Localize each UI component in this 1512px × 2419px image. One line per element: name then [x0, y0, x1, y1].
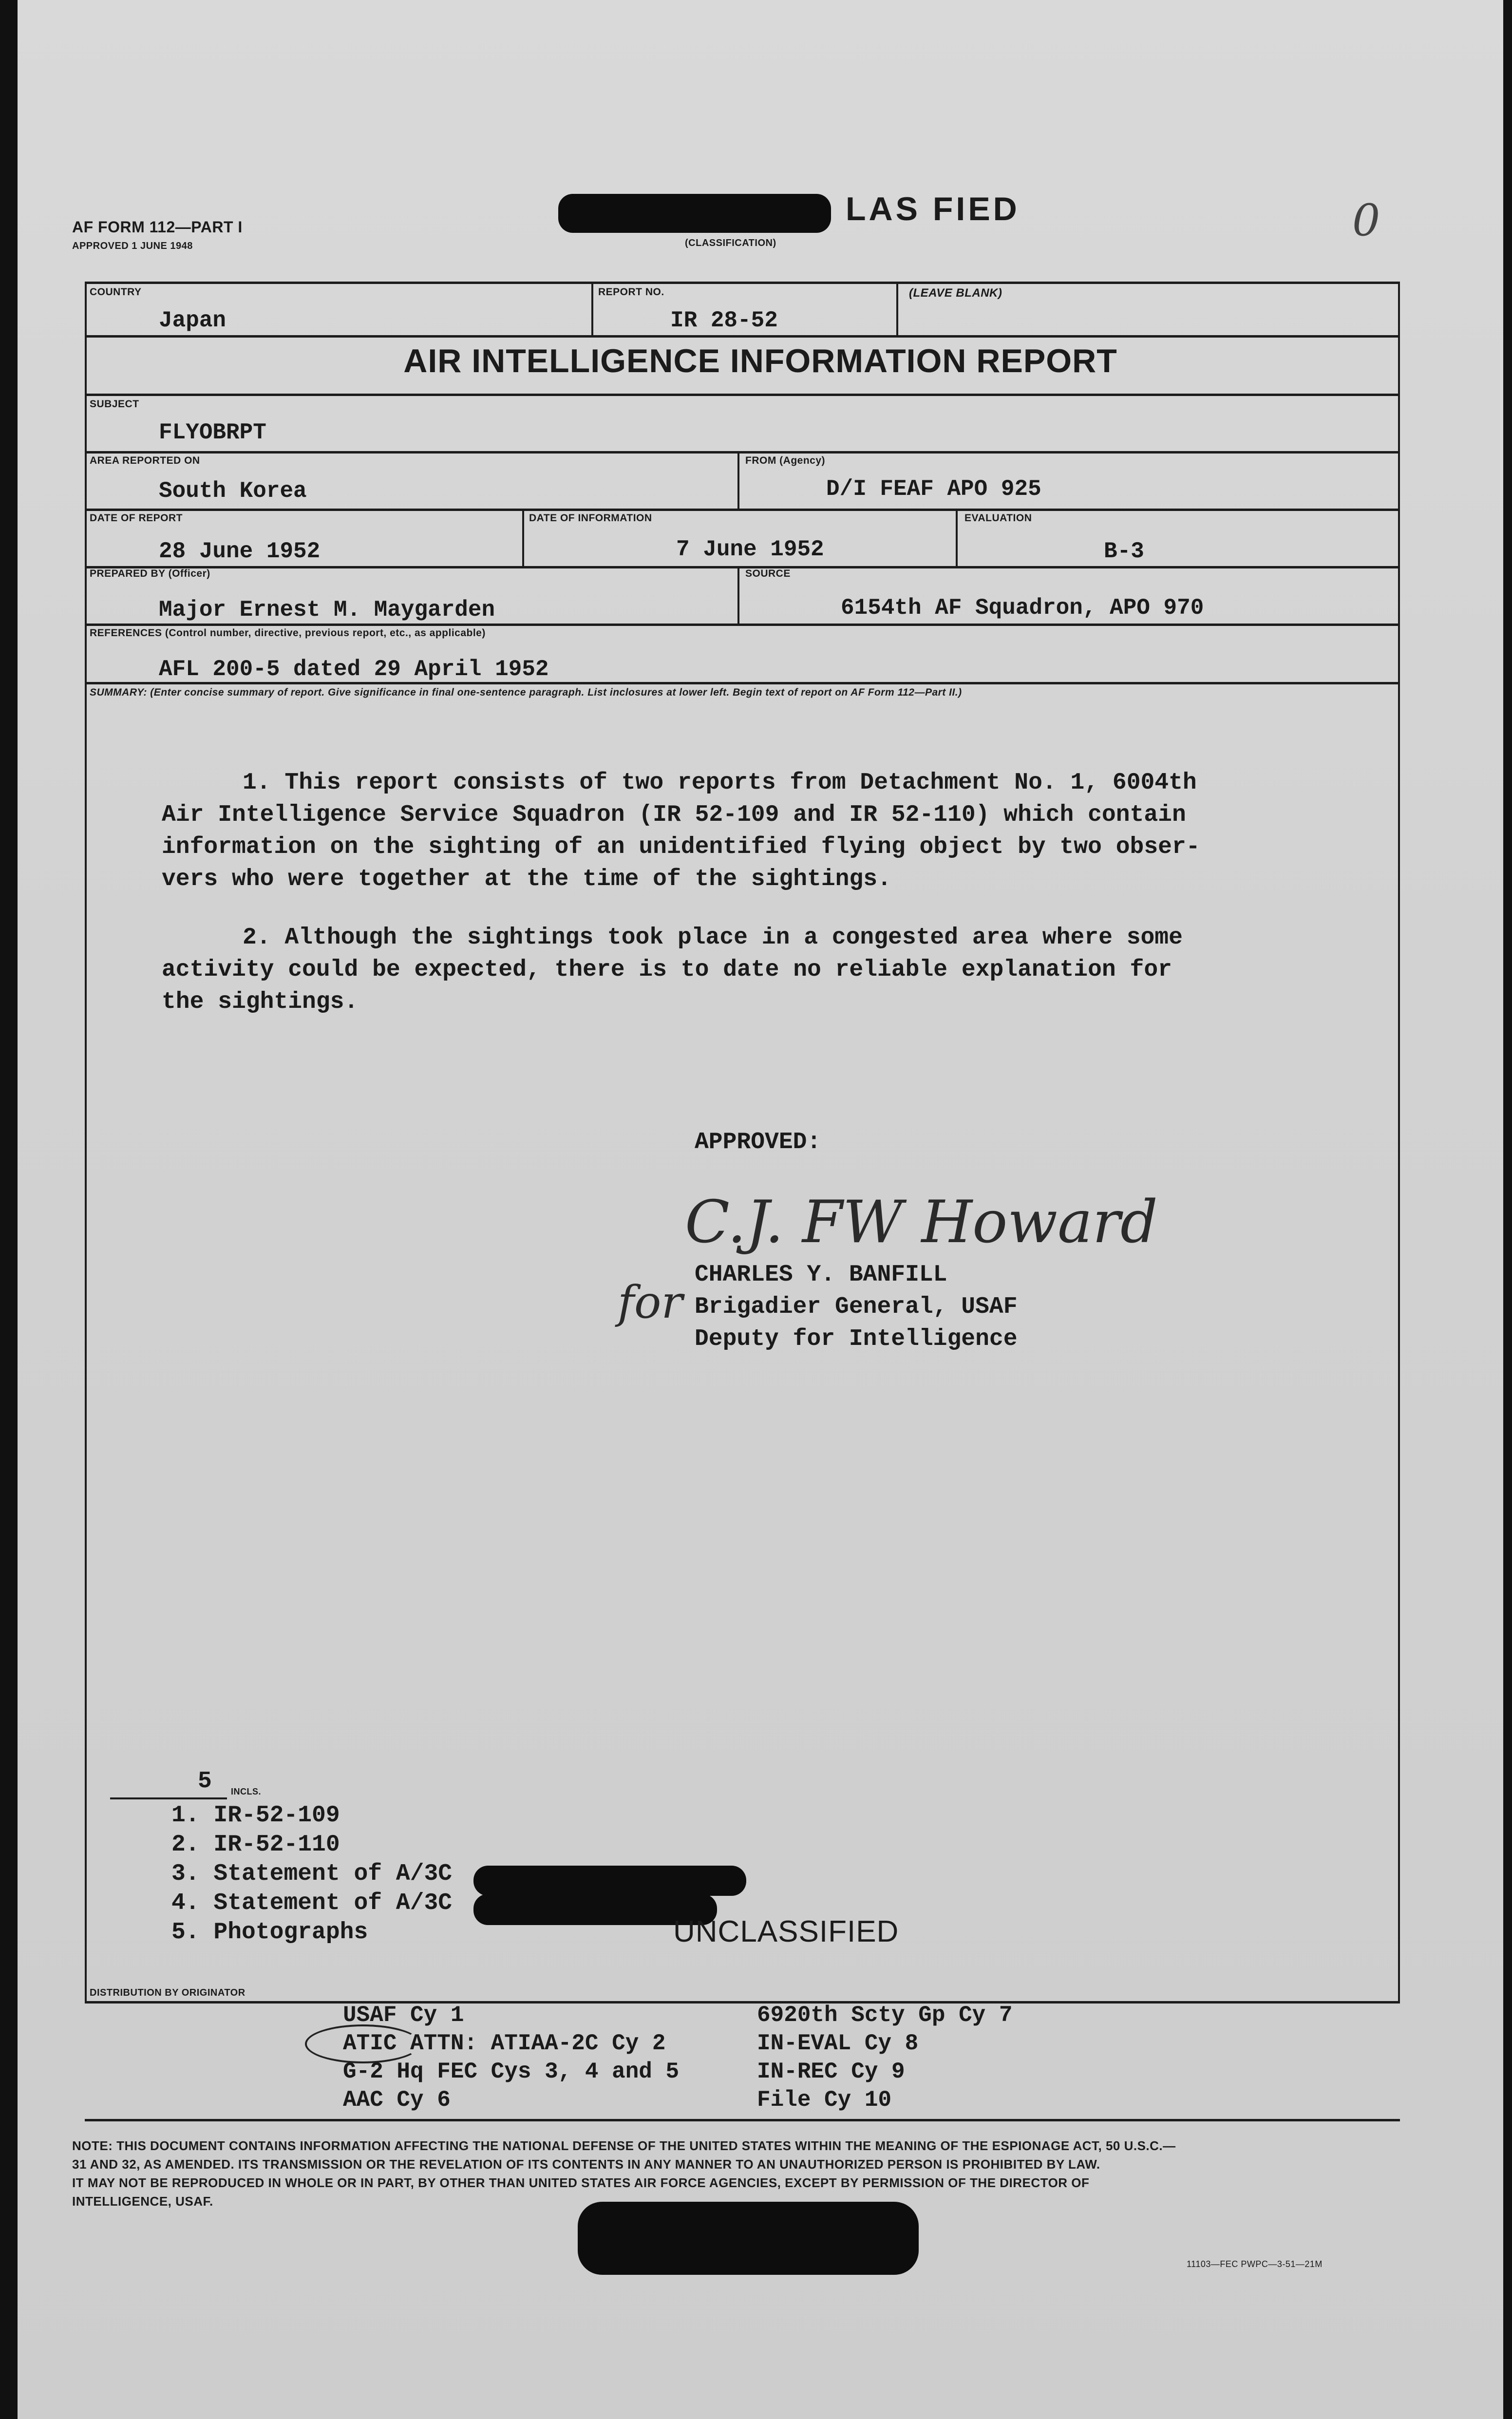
- leave-blank-label: (LEAVE BLANK): [909, 286, 1002, 300]
- classification-label: (CLASSIFICATION): [685, 238, 776, 248]
- signer-position: Deputy for Intelligence: [695, 1326, 1018, 1352]
- inclosure-underline: [110, 1797, 227, 1799]
- inclosure-item-2: 2. IR-52-110: [171, 1832, 340, 1858]
- area-label: AREA REPORTED ON: [90, 455, 200, 466]
- inclosure-item-3: 3. Statement of A/3C: [171, 1861, 453, 1887]
- approved-label: APPROVED:: [695, 1129, 821, 1155]
- area-value: South Korea: [159, 478, 307, 504]
- inclosure-item-5: 5. Photographs: [171, 1919, 368, 1946]
- distribution-right-3: IN-REC Cy 9: [757, 2059, 905, 2084]
- distribution-right-4: File Cy 10: [757, 2087, 892, 2113]
- summary-label: SUMMARY: (Enter concise summary of report. Give significance in final one-sentence paragraph. List inclosures at lower left. Begin text of report on AF Form 112—Part II.): [90, 687, 962, 698]
- note-line-3: IT MAY NOT BE REPRODUCED IN WHOLE OR IN PART, BY OTHER THAN UNITED STATES AIR FORCE AGENCIES, EXCEPT BY PERMISSION OF THE DIRECTOR OF: [72, 2175, 1090, 2190]
- evaluation-label: EVALUATION: [964, 512, 1032, 524]
- row-line-7: [85, 682, 1400, 684]
- paragraph-1-line-4: vers who were together at the time of the sightings.: [162, 866, 891, 892]
- row-line-2: [85, 394, 1400, 396]
- inclosure-item-1: 1. IR-52-109: [171, 1802, 340, 1829]
- evaluation-value: B-3: [1104, 539, 1144, 564]
- from-label: FROM (Agency): [745, 455, 825, 466]
- row-line-5: [85, 566, 1400, 568]
- frame-right: [1398, 282, 1400, 2003]
- distribution-left-1: USAF Cy 1: [343, 2003, 464, 2028]
- distribution-bottom-line: [85, 2119, 1400, 2121]
- classification-stamp: LAS FIED: [846, 190, 1020, 227]
- source-label: SOURCE: [745, 568, 791, 579]
- divider-date-info: [956, 509, 958, 567]
- divider-area: [737, 451, 739, 510]
- divider-date-report: [522, 509, 524, 567]
- date-report-value: 28 June 1952: [159, 539, 321, 564]
- country-value: Japan: [159, 308, 227, 333]
- row-line-6: [85, 624, 1400, 626]
- prepared-value: Major Ernest M. Maygarden: [159, 597, 495, 623]
- inclosure-item-4: 4. Statement of A/3C: [171, 1890, 453, 1916]
- divider-report: [896, 282, 898, 336]
- report-no-value: IR 28-52: [670, 308, 778, 333]
- signer-name: CHARLES Y. BANFILL: [695, 1262, 947, 1288]
- country-label: COUNTRY: [90, 286, 142, 298]
- subject-value: FLYOBRPT: [159, 420, 266, 445]
- signer-rank: Brigadier General, USAF: [695, 1294, 1018, 1320]
- form-number: AF FORM 112—PART I: [72, 218, 243, 236]
- paragraph-2-line-3: the sightings.: [162, 989, 359, 1015]
- unclassified-stamp: UNCLASSIFIED: [673, 1915, 899, 1948]
- source-value: 6154th AF Squadron, APO 970: [841, 595, 1204, 621]
- distribution-left-3: G-2 Hq FEC Cys 3, 4 and 5: [343, 2059, 680, 2084]
- distribution-right-1: 6920th Scty Gp Cy 7: [757, 2003, 1013, 2028]
- frame-left: [85, 282, 87, 2003]
- frame-top: [85, 282, 1400, 284]
- inclosure-count: 5: [198, 1768, 212, 1795]
- distribution-right-2: IN-EVAL Cy 8: [757, 2031, 919, 2056]
- date-report-label: DATE OF REPORT: [90, 512, 183, 524]
- references-value: AFL 200-5 dated 29 April 1952: [159, 657, 549, 682]
- corner-mark: 0: [1352, 195, 1380, 246]
- row-line-3: [85, 451, 1400, 454]
- note-line-1: NOTE: THIS DOCUMENT CONTAINS INFORMATION AFFECTING THE NATIONAL DEFENSE OF THE UNITED STATES WITHIN THE MEANING OF THE ESPIONAGE ACT, 50 U.S.C.—: [72, 2138, 1176, 2153]
- classification-redaction: [558, 194, 831, 233]
- distribution-left-2: ATIC ATTN: ATIAA-2C Cy 2: [343, 2031, 666, 2056]
- from-value: D/I FEAF APO 925: [826, 476, 1041, 502]
- report-no-label: REPORT NO.: [598, 286, 664, 298]
- paragraph-2-line-2: activity could be expected, there is to date no reliable explanation for: [162, 957, 1172, 983]
- for-mark: for: [618, 1276, 683, 1328]
- print-code: 11103—FEC PWPC—3-51—21M: [1187, 2259, 1323, 2269]
- report-title: AIR INTELLIGENCE INFORMATION REPORT: [403, 342, 1117, 379]
- subject-label: SUBJECT: [90, 398, 139, 410]
- paragraph-1-line-3: information on the sighting of an unidentified flying object by two obser-: [162, 834, 1200, 860]
- paragraph-2-line-1: 2. Although the sightings took place in a congested area where some: [243, 925, 1183, 951]
- paragraph-1-line-1: 1. This report consists of two reports from Detachment No. 1, 6004th: [243, 770, 1197, 796]
- references-label: REFERENCES (Control number, directive, previous report, etc., as applicable): [90, 627, 486, 639]
- distribution-label: DISTRIBUTION BY ORIGINATOR: [90, 1987, 246, 1998]
- date-info-label: DATE OF INFORMATION: [529, 512, 652, 524]
- date-info-value: 7 June 1952: [676, 537, 824, 562]
- row-line-1: [85, 335, 1400, 338]
- paragraph-1-line-2: Air Intelligence Service Squadron (IR 52-109 and IR 52-110) which contain: [162, 802, 1186, 828]
- divider-country: [591, 282, 593, 336]
- distribution-left-4: AAC Cy 6: [343, 2087, 451, 2113]
- approved-date: APPROVED 1 JUNE 1948: [72, 241, 193, 251]
- note-line-2: 31 AND 32, AS AMENDED. ITS TRANSMISSION OR THE REVELATION OF ITS CONTENTS IN ANY MANNER TO AN UNAUTHORIZED PERSON IS PROHIBITED BY LAW.: [72, 2157, 1100, 2172]
- inclosure-redaction-1: [473, 1866, 746, 1896]
- divider-prepared: [737, 566, 739, 624]
- note-line-4: INTELLIGENCE, USAF.: [72, 2194, 213, 2209]
- row-line-4: [85, 509, 1400, 511]
- document-page: [18, 0, 1503, 2419]
- inclosure-label: INCLS.: [231, 1787, 262, 1796]
- prepared-label: PREPARED BY (Officer): [90, 568, 210, 579]
- bottom-redaction: [578, 2202, 919, 2275]
- frame-bottom: [85, 2001, 1400, 2003]
- signature: C.J. FW Howard: [685, 1189, 1158, 1256]
